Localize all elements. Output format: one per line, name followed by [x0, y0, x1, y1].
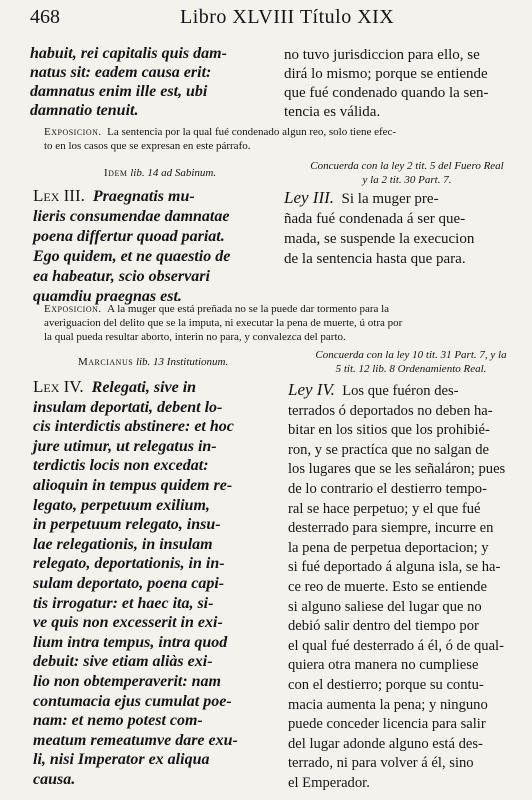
latin-line: cis interdictis abstinere: et hoc [33, 418, 234, 436]
spanish-line: de lo contrario el destierro tempo- [288, 480, 487, 497]
page-number: 468 [30, 6, 60, 28]
latin-line: legato, perpetuum exilium, [33, 496, 210, 514]
latin-text-block-2 [33, 186, 273, 307]
latin-line: alioquin in tempus quidem re- [33, 476, 233, 494]
latin-line: insulam deportati, debent lo- [33, 398, 223, 416]
spanish-line: bitar en los sitios que los prohibié- [288, 422, 490, 439]
concordance-line: Concuerda con la ley 10 tit. 31 Part. 7, y la [315, 349, 507, 361]
latin-line: poena differtur quoad pariat. [33, 228, 225, 245]
spanish-line: Si la muger pre- [341, 191, 439, 207]
spanish-line: no tuvo jurisdiccion para ello, se [284, 47, 480, 63]
spanish-line: ñada fué condenada á ser que- [284, 211, 466, 227]
latin-line: debuit: sive etiam aliàs exi- [33, 653, 213, 671]
spanish-line: terrado, ni para volver á él, sino [288, 755, 474, 772]
latin-line: meatum remeatumve dare exu- [33, 731, 238, 749]
spanish-line: ce reo de muerte. Esto se entiende [288, 578, 487, 595]
spanish-text-block-3 [288, 380, 508, 793]
exposicion-label: Exposicion. [44, 126, 102, 138]
latin-line: tis irrogatur: et haec ita, si- [33, 594, 214, 612]
spanish-line: la pena de perpetua deportacion; y [288, 539, 489, 556]
latin-line: contumacia ejus cumulat poe- [33, 692, 232, 710]
exposicion-text: A la muger que está preñada no se la puede dar tormento para la [107, 303, 390, 315]
latin-line: ve quis non excesserit in exi- [33, 614, 223, 632]
exposicion-text: la qual pueda resultar aborto, interin no para, y convalezca del parto. [44, 331, 346, 343]
latin-line: lae relegationis, in insulam [33, 535, 213, 553]
concordance-line: Concuerda con la ley 2 tit. 5 del Fuero Real [310, 160, 504, 172]
concordance-note-1 [287, 159, 527, 187]
latin-line: lieris consumendae damnatae [33, 208, 230, 225]
latin-line: Praegnatis mu- [92, 188, 195, 205]
spanish-line: del lugar adonde alguno está des- [288, 735, 483, 752]
source-author: Marcianus [78, 356, 134, 368]
spanish-line: si fué deportado á alguna isla, se ha- [288, 559, 501, 576]
latin-line: jure utimur, ut relegatus in- [33, 437, 217, 455]
spanish-line: ral se hace perpetuo; y el que fué [288, 500, 481, 517]
latin-line: in perpetuum relegato, insu- [33, 516, 221, 534]
latin-line: lium intra tempus, intra quod [33, 633, 228, 651]
spanish-line: terrados ó deportados no deben ha- [288, 402, 493, 419]
latin-line: damnatio tenuit. [30, 102, 139, 119]
ley-label: Ley IV. [288, 380, 335, 399]
spanish-line: si alguno saliese del lugar que no [288, 598, 482, 615]
page-header [0, 4, 532, 30]
exposicion-note-2 [44, 302, 514, 344]
exposicion-text: averiguacion del delito que se la imputa, ni executar la pena de muerte, ú otra por [44, 317, 403, 329]
spanish-line: tencia es válida. [284, 104, 381, 120]
source-citation-left-2 [78, 355, 228, 369]
concordance-note-2 [303, 348, 519, 376]
spanish-text-block-1 [284, 46, 504, 122]
spanish-line: ron, y se practíca que no salgan de [288, 441, 489, 458]
latin-line: damnatus enim ille est, ubi [30, 83, 208, 100]
ley-label: Ley III. [284, 188, 335, 207]
source-reference: lib. 13 Institutionum. [135, 356, 229, 368]
spanish-line: con el destierro; porque su contu- [288, 676, 484, 693]
latin-text-block-1 [30, 44, 270, 120]
exposicion-label: Exposicion. [44, 303, 102, 315]
spanish-line: Los que fuéron des- [342, 383, 459, 399]
lex-label: Lex III. [33, 186, 85, 205]
source-citation-left-1 [104, 166, 216, 180]
exposicion-note-1 [44, 125, 514, 153]
spanish-line: el qual fué desterrado á él, ó de qual- [288, 637, 504, 654]
spanish-line: quiera otra manera no cumpliese [288, 657, 479, 674]
concordance-line: 5 tit. 12 lib. 8 Ordenamiento Real. [335, 363, 487, 375]
exposicion-text: to en los casos que se expresan en este párrafo. [44, 140, 251, 152]
latin-line: nam: et nemo potest com- [33, 712, 203, 730]
latin-line: quamdiu praegnas est. [33, 288, 182, 305]
latin-line: terdictis locis non excedat: [33, 457, 209, 475]
source-author: Idem [104, 167, 128, 179]
spanish-line: los lugares que se les señaláron; pues [288, 461, 506, 478]
latin-line: sulam deportato, poena capi- [33, 574, 225, 592]
spanish-line: desterrado para siempre, incurre en [288, 520, 494, 537]
exposicion-text: La sentencia por la qual fué condenado algun reo, solo tiene efec- [107, 126, 397, 138]
spanish-line: macia aumenta la pena; y ninguno [288, 696, 488, 713]
spanish-line: el Emperador. [288, 774, 370, 791]
latin-line: lio non obtemperaverit: nam [33, 672, 221, 690]
spanish-line: puede conceder licencia para salir [288, 716, 486, 733]
spanish-text-block-2 [284, 188, 504, 269]
latin-line: ea habeatur, scio observari [33, 268, 210, 285]
latin-line: Ego quidem, et ne quaestio de [33, 248, 231, 265]
spanish-line: que fué condenado quando la sen- [284, 85, 489, 101]
latin-line: causa. [33, 770, 76, 788]
latin-line: Relegati, sive in [91, 379, 197, 396]
lex-label: Lex IV. [33, 377, 84, 396]
latin-line: natus sit: eadem causa erit: [30, 64, 212, 81]
spanish-line: mada, se suspende la execucion [284, 231, 475, 247]
latin-line: li, nisi Imperator ex aliqua [33, 751, 210, 769]
spanish-line: debió salir dentro del tiempo por [288, 618, 479, 635]
latin-line: habuit, rei capitalis quis dam- [30, 45, 227, 62]
spanish-line: de la sentencia hasta que para. [284, 251, 466, 267]
latin-text-block-3 [33, 377, 273, 789]
source-reference: lib. 14 ad Sabinum. [130, 167, 217, 179]
latin-line: relegato, deportationis, in in- [33, 555, 225, 573]
concordance-line: y la 2 tit. 30 Part. 7. [362, 174, 452, 186]
spanish-line: dirá lo mismo; porque se entiende [284, 66, 488, 82]
running-head: Libro XLVIII Título XIX [180, 6, 395, 28]
